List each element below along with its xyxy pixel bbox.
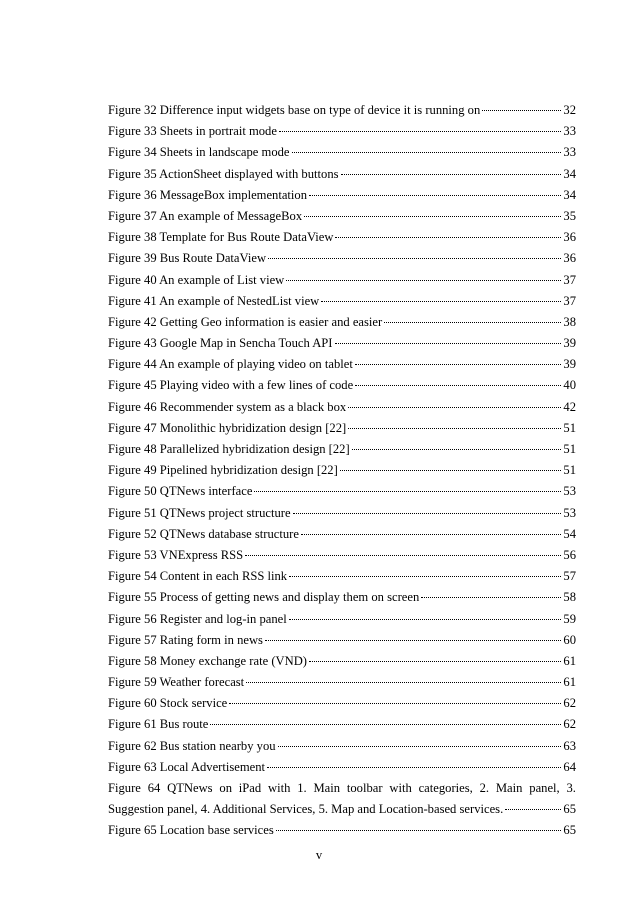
toc-entry-page: 38: [563, 314, 576, 329]
toc-entry-line-2: [108, 799, 576, 820]
dot-leader: [301, 534, 561, 535]
toc-entry-page: 60: [563, 632, 576, 647]
toc-entry[interactable]: [108, 142, 576, 163]
toc-entry-page: 36: [563, 251, 576, 266]
dot-leader: [276, 830, 562, 831]
toc-entry-page: 39: [563, 336, 576, 351]
toc-entry-title: Figure 57 Rating form in news: [108, 632, 263, 647]
dot-leader: [309, 661, 561, 662]
toc-entry-title: Figure 43 Google Map in Sencha Touch API: [108, 336, 333, 351]
toc-entry-title: Figure 35 ActionSheet displayed with buttons: [108, 166, 339, 181]
toc-entry-title: Suggestion panel, 4. Additional Services, 5. Map and Location-based services.: [108, 802, 504, 817]
dot-leader: [289, 619, 562, 620]
toc-entry-word: 64: [147, 781, 161, 795]
page-number: v: [315, 848, 323, 862]
toc-entry-page: 36: [563, 230, 576, 245]
toc-entry[interactable]: [108, 270, 576, 291]
list-of-figures: [108, 100, 576, 842]
toc-entry[interactable]: [108, 312, 576, 333]
dot-leader: [265, 640, 561, 641]
dot-leader: [292, 152, 562, 153]
toc-entry-title: Figure 56 Register and log-in panel: [108, 611, 287, 626]
toc-entry[interactable]: [108, 439, 576, 460]
toc-entry-figure-64[interactable]: [108, 778, 576, 820]
dot-leader: [279, 131, 561, 132]
dot-leader: [267, 767, 561, 768]
toc-entry-page: 51: [563, 463, 576, 478]
toc-entry-title: Figure 40 An example of List view: [108, 272, 285, 287]
toc-entry-page: 56: [563, 547, 576, 562]
toc-entry-title: Figure 38 Template for Bus Route DataView: [108, 230, 334, 245]
toc-entry-word: on: [219, 781, 232, 795]
toc-entry-title: Figure 46 Recommender system as a black box: [108, 399, 347, 414]
dot-leader: [384, 322, 561, 323]
toc-entry-title: Figure 60 Stock service: [108, 696, 228, 711]
toc-entry-word: iPad: [238, 781, 262, 795]
toc-entry[interactable]: [108, 460, 576, 481]
toc-entry-line-1: [108, 778, 576, 799]
dot-leader: [352, 449, 562, 450]
toc-entry-title: Figure 62 Bus station nearby you: [108, 738, 276, 753]
toc-entry-page: 33: [563, 145, 576, 160]
dot-leader: [341, 174, 562, 175]
toc-entry-page: 61: [563, 653, 576, 668]
dot-leader: [304, 216, 561, 217]
toc-entry-title: Figure 58 Money exchange rate (VND): [108, 653, 307, 668]
dot-leader: [340, 470, 562, 471]
toc-entry-page: 65: [563, 823, 576, 838]
toc-entry[interactable]: [108, 693, 576, 714]
toc-entry-word: 2.: [479, 781, 490, 795]
toc-entry-word: with: [389, 781, 412, 795]
toc-entry-page: 40: [563, 378, 576, 393]
dot-leader: [293, 513, 562, 514]
toc-entry-page: 58: [563, 590, 576, 605]
toc-entry[interactable]: [108, 481, 576, 502]
toc-entry-page: 32: [563, 103, 576, 117]
dot-leader: [289, 576, 561, 577]
toc-entry-page: 51: [563, 442, 576, 456]
toc-entry-word: 1.: [297, 781, 307, 795]
toc-entry-title: Figure 32 Difference input widgets base on type of device it is running on: [108, 103, 481, 117]
toc-entry[interactable]: [108, 630, 576, 651]
toc-entry[interactable]: [108, 397, 576, 418]
toc-entry-title: Figure 54 Content in each RSS link: [108, 569, 288, 584]
dot-leader: [348, 428, 561, 429]
toc-entry-title: Figure 50 QTNews interface: [108, 484, 253, 499]
toc-entry[interactable]: [108, 121, 576, 142]
toc-entry-page: 34: [563, 187, 576, 202]
toc-entry-title: Figure 51 QTNews project structure: [108, 505, 291, 520]
toc-entries: [108, 100, 576, 778]
toc-entry-page: 51: [563, 420, 576, 435]
toc-entry[interactable]: [108, 651, 576, 672]
toc-entry-word: categories,: [418, 781, 473, 795]
toc-entry-page: 62: [563, 696, 576, 711]
toc-entry-title: Figure 59 Weather forecast: [108, 675, 245, 690]
toc-entry-page: 34: [563, 166, 576, 181]
toc-entry-title: Figure 63 Local Advertisement: [108, 759, 266, 774]
dot-leader: [321, 301, 561, 302]
toc-entry[interactable]: [108, 375, 576, 396]
dot-leader: [245, 555, 561, 556]
toc-entry-word: toolbar: [346, 781, 383, 795]
toc-entry[interactable]: [108, 227, 576, 248]
toc-entry-title: Figure 39 Bus Route DataView: [108, 251, 267, 266]
toc-entry-word: Main: [313, 781, 341, 795]
toc-entry-word: 3.: [566, 781, 576, 795]
toc-entry[interactable]: [108, 185, 576, 206]
toc-entry-figure-65[interactable]: [108, 820, 576, 841]
toc-entry-title: Figure 34 Sheets in landscape mode: [108, 145, 290, 160]
toc-entry-page: 64: [563, 759, 576, 774]
dot-leader: [421, 597, 561, 598]
toc-entry-page: 65: [563, 802, 576, 817]
toc-entry[interactable]: [108, 672, 576, 693]
dot-leader: [355, 385, 561, 386]
dot-leader: [278, 746, 562, 747]
toc-entry-page: 61: [563, 675, 576, 690]
toc-entry[interactable]: [108, 587, 576, 608]
toc-entry-title: Figure 41 An example of NestedList view: [108, 293, 320, 308]
toc-entry-page: 33: [563, 124, 576, 139]
toc-entry-title: Figure 48 Parallelized hybridization design [22]: [108, 442, 350, 456]
toc-entry-page: 62: [563, 717, 576, 732]
toc-entry-page: 37: [563, 293, 576, 308]
toc-entry[interactable]: [108, 418, 576, 439]
dot-leader: [210, 724, 561, 725]
toc-entry-title: Figure 65 Location base services: [108, 823, 274, 838]
dot-leader: [309, 195, 561, 196]
toc-entry[interactable]: [108, 248, 576, 269]
dot-leader: [246, 682, 561, 683]
dot-leader: [229, 703, 561, 704]
toc-entry[interactable]: [108, 736, 576, 757]
toc-entry-page: 37: [563, 272, 576, 287]
toc-entry-title: Figure 47 Monolithic hybridization design [22]: [108, 420, 347, 435]
toc-entry[interactable]: [108, 714, 576, 735]
toc-entry-title: Figure 61 Bus route: [108, 717, 209, 732]
toc-entry-title: Figure 44 An example of playing video on tablet: [108, 357, 353, 372]
toc-entry[interactable]: [108, 206, 576, 227]
toc-entry-title: Figure 45 Playing video with a few lines of code: [108, 378, 354, 393]
toc-entry[interactable]: [108, 503, 576, 524]
toc-entry-page: 53: [563, 484, 576, 499]
dot-leader: [505, 809, 561, 810]
toc-entry[interactable]: [108, 164, 576, 185]
toc-entry-title: Figure 52 QTNews database structure: [108, 526, 299, 541]
toc-entry[interactable]: [108, 757, 576, 778]
toc-entry-page: 42: [563, 399, 576, 414]
dot-leader: [286, 280, 561, 281]
toc-entry-title: Figure 33 Sheets in portrait mode: [108, 124, 277, 139]
toc-entry-word: QTNews: [167, 781, 213, 795]
dot-leader: [268, 258, 561, 259]
toc-entry-title: Figure 53 VNExpress RSS: [108, 547, 244, 562]
toc-entry-page: 35: [563, 208, 576, 223]
dot-leader: [482, 110, 561, 111]
toc-entry-page: 39: [563, 357, 576, 372]
toc-entry[interactable]: [108, 566, 576, 587]
dot-leader: [335, 237, 561, 238]
toc-entry-page: 63: [563, 738, 576, 753]
toc-entry-word: Figure: [108, 781, 141, 795]
toc-entry-title: Figure 36 MessageBox implementation: [108, 187, 308, 202]
toc-entry[interactable]: [108, 354, 576, 375]
toc-entry-page: 59: [563, 611, 576, 626]
toc-entry-word: with: [268, 781, 291, 795]
toc-entry-word: panel,: [529, 781, 560, 795]
toc-entry-page: 53: [563, 505, 576, 520]
toc-entry-title: Figure 55 Process of getting news and display them on screen: [108, 590, 420, 605]
toc-entry-title: Figure 42 Getting Geo information is easier and easier: [108, 314, 383, 329]
toc-entry-page: 54: [563, 526, 576, 541]
toc-entry-title: Figure 37 An example of MessageBox: [108, 208, 303, 223]
dot-leader: [348, 407, 561, 408]
toc-entry[interactable]: [108, 333, 576, 354]
dot-leader: [355, 364, 562, 365]
dot-leader: [335, 343, 562, 344]
toc-entry-word: Main: [495, 781, 523, 795]
toc-entry[interactable]: [108, 291, 576, 312]
toc-entry[interactable]: [108, 609, 576, 630]
toc-entry[interactable]: [108, 100, 576, 121]
toc-entry[interactable]: [108, 524, 576, 545]
toc-entry-page: 57: [563, 569, 576, 584]
dot-leader: [254, 491, 561, 492]
toc-entry-title: Figure 49 Pipelined hybridization design [22]: [108, 463, 338, 478]
toc-entry[interactable]: [108, 545, 576, 566]
